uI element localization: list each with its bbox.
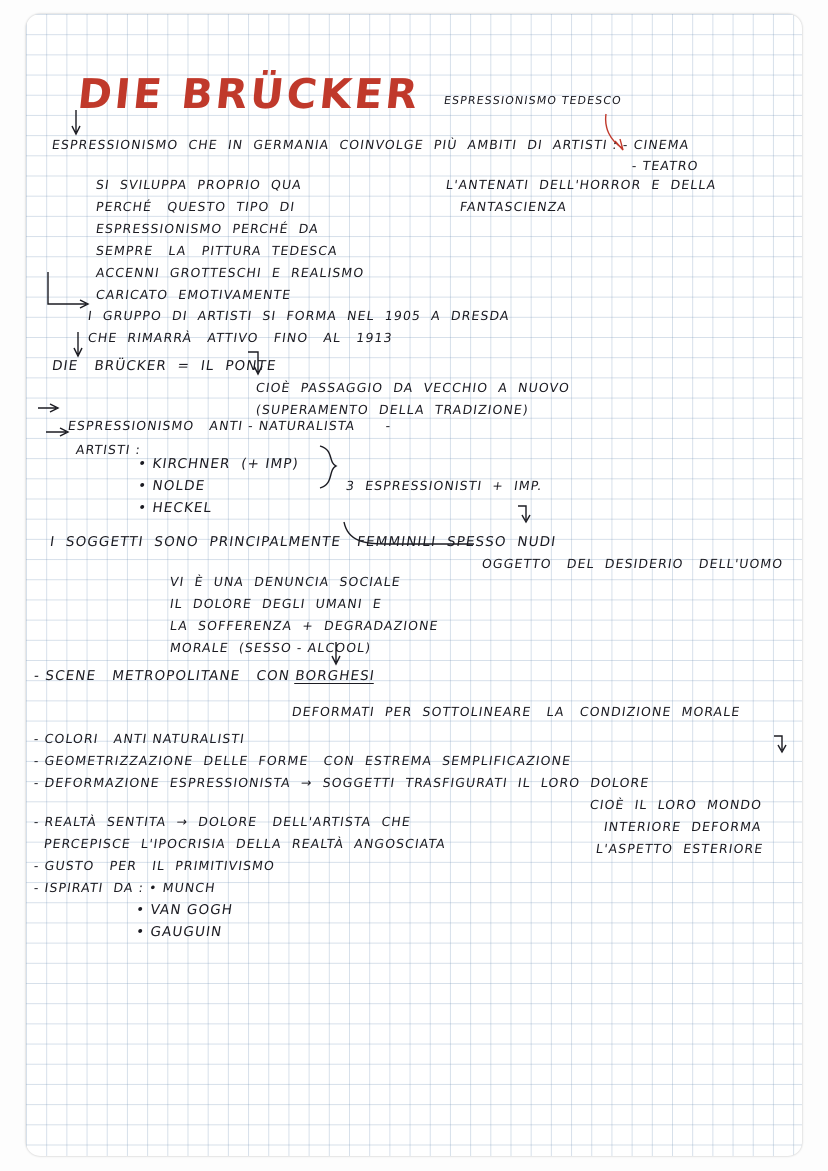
text-line-20: IL DOLORE DEGLI UMANI E (168, 596, 383, 611)
text-underlined-borghesi: BORGHESI (294, 668, 376, 684)
text-line-34: - ISPIRATI DA : • MUNCH (32, 880, 217, 895)
list-item-kirchner: • KIRCHNER (+ IMP) (136, 456, 300, 472)
text-line-horror: L'ANTENATI DELL'HORROR E DELLA (444, 177, 718, 192)
text-line-3: SI SVILUPPA PROPRIO QUA (94, 177, 303, 192)
text-line-antinaturalista: ESPRESSIONISMO ANTI - NATURALISTA - (66, 418, 393, 433)
text-line-34-prefix: - ISPIRATI DA : (32, 880, 151, 895)
text-line-31: - REALTÀ SENTITA → DOLORE DELL'ARTISTA CHE (32, 814, 412, 829)
text-line-13: (SUPERAMENTO DELLA TRADIZIONE) (254, 402, 530, 417)
text-line-scene (33, 668, 376, 684)
text-line-4: PERCHÉ QUESTO TIPO DI (94, 199, 297, 214)
text-line-10: CHE RIMARRÀ ATTIVO FINO AL 1913 (86, 330, 394, 345)
text-line-16: 3 ESPRESSIONISTI + IMP. (344, 478, 544, 493)
text-line-fantascienza: FANTASCIENZA (458, 199, 569, 214)
text-line-7: ACCENNI GROTTESCHI E REALISMO (94, 265, 366, 280)
text-line-19: VI È UNA DENUNCIA SOCIALE (168, 574, 402, 589)
text-line-soggetti: I SOGGETTI SONO PRINCIPALMENTE FEMMINILI SPESSO NUDI (48, 534, 558, 550)
text-line-1: ESPRESSIONISMO CHE IN GERMANIA COINVOLGE PIÙ AMBITI DI ARTISTI : - CINEMA (50, 137, 691, 152)
text-line-9: I GRUPPO DI ARTISTI SI FORMA NEL 1905 A DRESDA (86, 308, 511, 323)
list-item-heckel: • HECKEL (136, 500, 214, 516)
text-line-32: PERCEPISCE L'IPOCRISIA DELLA REALTÀ ANGOSCIATA (42, 836, 447, 851)
page-title-text: DIE BRÜCKER (75, 70, 423, 118)
text-line-definition: DIE BRÜCKER = IL PONTE (50, 358, 278, 374)
text-line-24: DEFORMATI PER SOTTOLINEARE LA CONDIZIONE MORALE (290, 704, 742, 719)
text-line-26: - GEOMETRIZZAZIONE DELLE FORME CON ESTREMA SEMPLIFICAZIONE (32, 753, 573, 768)
text-line-28: CIOÈ IL LORO MONDO (588, 797, 764, 812)
text-line-29: INTERIORE DEFORMA (602, 819, 763, 834)
text-line-21: LA SOFFERENZA + DEGRADAZIONE (168, 618, 440, 633)
list-item-nolde: • NOLDE (136, 478, 207, 494)
text-line-teatro: - TEATRO (630, 158, 700, 173)
text-line-5: ESPRESSIONISMO PERCHÉ DA (94, 221, 320, 236)
list-item-munch-label: MUNCH (161, 880, 217, 895)
text-line-6: SEMPRE LA PITTURA TEDESCA (94, 243, 339, 258)
list-item-heckel-label: HECKEL (151, 500, 214, 516)
text-line-30: L'ASPETTO ESTERIORE (594, 841, 765, 856)
text-line-12: CIOÈ PASSAGGIO DA VECCHIO A NUOVO (254, 380, 571, 395)
text-line-22: MORALE (SESSO - ALCOOL) (168, 640, 373, 655)
list-item-kirchner-label: KIRCHNER (+ IMP) (151, 456, 300, 472)
text-line-8: CARICATO EMOTIVAMENTE (94, 287, 293, 302)
list-item-nolde-label: NOLDE (151, 478, 207, 494)
list-item-gauguin: • GAUGUIN (134, 924, 224, 940)
page-title (75, 70, 422, 118)
list-item-vangogh: • VAN GOGH (134, 902, 235, 918)
text-line-oggetto: OGGETTO DEL DESIDERIO DELL'UOMO (480, 556, 785, 571)
subtitle: ESPRESSIONISMO TEDESCO (443, 94, 623, 107)
grid-paper-sheet (26, 14, 802, 1156)
list-item-gauguin-label: GAUGUIN (149, 924, 224, 940)
text-line-25: - COLORI ANTI NATURALISTI (32, 731, 247, 746)
text-line-27: - DEFORMAZIONE ESPRESSIONISTA → SOGGETTI TRASFIGURATI IL LORO DOLORE (32, 775, 651, 790)
list-item-vangogh-label: VAN GOGH (149, 902, 235, 918)
text-line-33: - GUSTO PER IL PRIMITIVISMO (32, 858, 277, 873)
text-line-artisti-label: ARTISTI : (74, 442, 143, 457)
text-line-scene-prefix: - SCENE METROPOLITANE CON (32, 668, 297, 684)
